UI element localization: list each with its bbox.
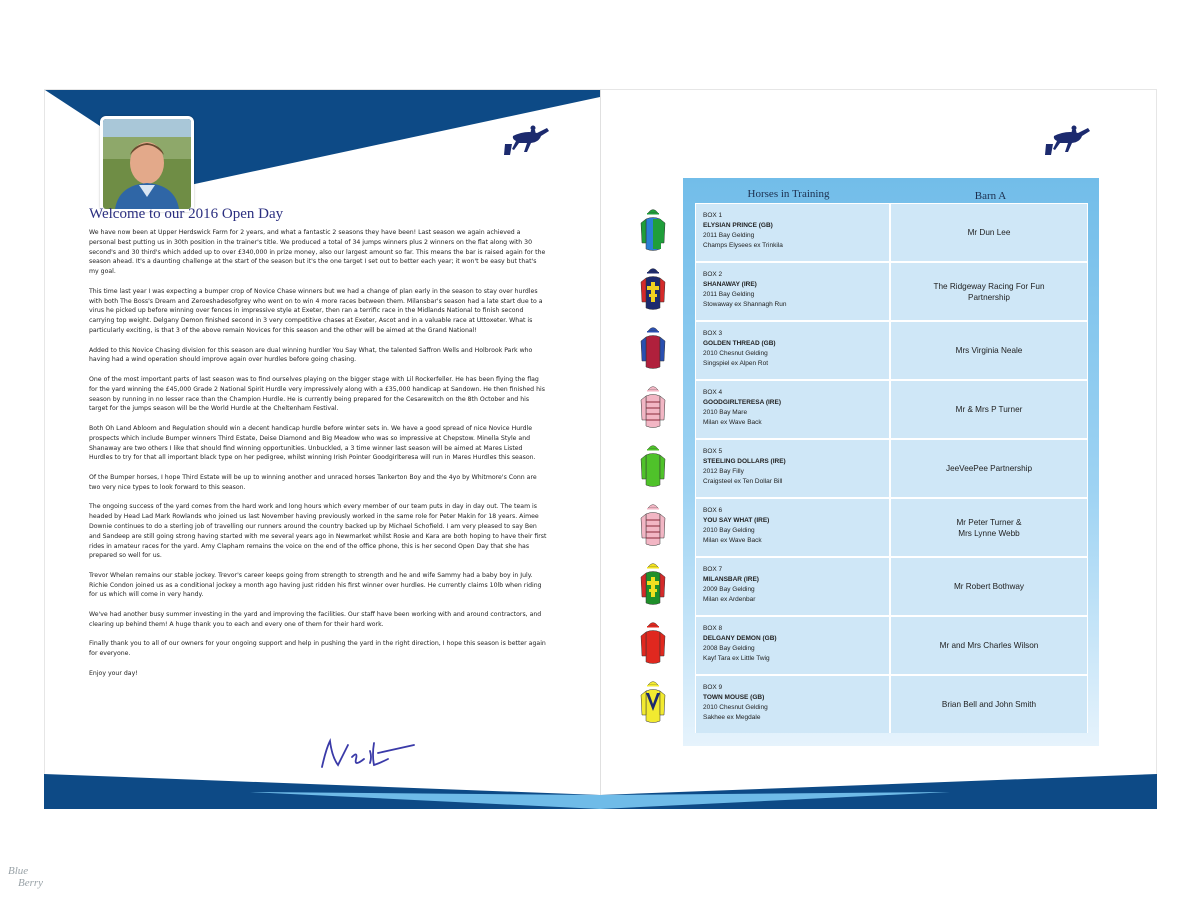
table-row: [695, 321, 1088, 380]
horse-breeding: Sakhee ex Megdale: [703, 714, 761, 721]
letter-paragraph: One of the most important parts of last season was to find ourselves playing on the bigger stage with Lil Rockerfeller. He has been flying the flag for the yard winning the £45,000 Grade 2 National Spirit Hurdle very impressively along with a £35,000 handicap at Sandown. He then finished his season by running in no lesser race than the Champion Hurdle. He is currently being prepared for the Cesarewitch on the 8th October and his target for the jumps season will be the World Hurdle at the Cheltenham Festival.: [89, 375, 545, 413]
letter-paragraph: We've had another busy summer investing in the yard and improving the facilities. Our staff have been working with and around contractors, and clearing up behind them! A huge thank you to each and every one of them for their hard work.: [89, 611, 542, 628]
jockey-silks-icon: [640, 618, 666, 666]
jockey-silks-icon: [640, 264, 666, 312]
table-row: [695, 675, 1088, 734]
header-horses-in-training: Horses in Training: [747, 188, 830, 200]
jockey-silks-icon: [640, 500, 666, 548]
box-number: BOX 8: [703, 625, 723, 632]
owner-cell: Brian Bell and John Smith: [891, 676, 1087, 733]
table-header: [683, 178, 1099, 202]
horse-breeding: Craigsteel ex Ten Dollar Bill: [703, 478, 783, 485]
header-barn: Barn A: [974, 190, 1007, 202]
handwritten-signature: [318, 737, 418, 771]
horse-name: GOODGIRLTERESA (IRE): [703, 399, 781, 406]
letter-paragraph: Trevor Whelan remains our stable jockey. Trevor's career keeps going from strength to strength and he and wife Sammy had a baby boy in July. Richie Condon joined us as a conditional jockey a month ago having just ridden his first winner over hurdles. He currently claims 10lb when riding for us which will come in very handy.: [89, 571, 542, 599]
horse-name: STEELING DOLLARS (IRE): [703, 458, 786, 465]
welcome-letter: [89, 228, 547, 688]
horse-info-cell: [696, 204, 889, 261]
box-number: BOX 5: [703, 448, 723, 455]
horse-info-cell: [696, 440, 889, 497]
horse-detail: 2011 Bay Gelding: [703, 291, 755, 298]
horse-detail: 2010 Chesnut Gelding: [703, 350, 768, 357]
owner-cell: Mr Peter Turner & Mrs Lynne Webb: [891, 499, 1087, 556]
svg-text:Berry: Berry: [18, 877, 44, 889]
jockey-silks-icon: [640, 677, 666, 725]
horse-jumping-logo-icon: [1044, 124, 1092, 156]
jockey-silks-icon: [640, 323, 666, 371]
box-number: BOX 9: [703, 684, 723, 691]
horses-in-training-table: [683, 178, 1099, 746]
horse-info-cell: [696, 499, 889, 556]
horse-detail: 2008 Bay Gelding: [703, 645, 755, 652]
box-number: BOX 4: [703, 389, 723, 396]
horse-name: GOLDEN THREAD (GB): [703, 340, 776, 347]
box-number: BOX 1: [703, 212, 723, 219]
horse-detail: 2010 Chesnut Gelding: [703, 704, 768, 711]
horse-breeding: Stowaway ex Shannagh Run: [703, 301, 787, 308]
letter-paragraph: This time last year I was expecting a bumper crop of Novice Chase winners but we had a change of plan early in the season to stay over hurdles with both The Boss's Dream and Zeroeshadesofgrey who went on to win 4 more races between them. Milansbar's season had a late start due to a virus he picked up before winning over fences in impressive style at Exeter, then ran a terrific race in the Midlands National to finish second carrying top weight. Delgany Demon finished second in 3 very competitive chases at Exeter, Ascot and in a valuable race at Uttoxeter. What is particularly exciting, is that 3 of the above remain Novices for this season and the other will be aimed at the Grand National!: [89, 287, 543, 334]
owner-cell: The Ridgeway Racing For Fun Partnership: [891, 263, 1087, 320]
horse-breeding: Singspiel ex Alpen Rot: [703, 360, 769, 367]
table-row: [695, 439, 1088, 498]
jockey-silks-icon: [640, 441, 666, 489]
box-number: BOX 3: [703, 330, 723, 337]
box-number: BOX 7: [703, 566, 723, 573]
table-body: [695, 203, 1088, 733]
letter-paragraph: Both Oh Land Abloom and Regulation should win a decent handicap hurdle before winter sets in. We have a good spread of nice Novice Hurdle prospects which include Bumper winners Third Estate, Deise Diamond and Big Meadow who was so impressive at Chepstow. Minella Style and Shanaway are two others I like that should find winning opportunities. Unbuckled, a 3 time winner last season will be aimed at Mares Listed Hurdles to try for that all important black type on her pedigree, whilst winning Irish Pointer Goodgirlteresa will run in Mares Hurdles this season.: [89, 424, 536, 462]
welcome-title: Welcome to our 2016 Open Day: [89, 206, 284, 222]
owner-cell: JeeVeePee Partnership: [891, 440, 1087, 497]
horse-breeding: Champs Elysees ex Trinkila: [703, 242, 783, 249]
letter-paragraph: We have now been at Upper Herdswick Farm for 2 years, and what a fantastic 2 seasons they have been! Last season we again achieved a personal best putting us in 30th position in the trainer's title. We produced a total of 34 jumps winners plus 2 winners on the flat along with 30 second's and 30 third's which added up to over £340,000 in prize money, also our largest amount so far. This means the bar is raised again for the season ahead. It's a daunting challenge at the start of the season but it's the one target I set out to better each year; it won't be easy but that's my goal.: [89, 229, 546, 276]
horse-name: DELGANY DEMON (GB): [703, 635, 777, 642]
horse-info-cell: [696, 617, 889, 674]
horse-name: SHANAWAY (IRE): [703, 281, 757, 288]
owner-cell: Mr & Mrs P Turner: [891, 381, 1087, 438]
letter-paragraph: Enjoy your day!: [89, 669, 138, 677]
horse-breeding: Milan ex Wave Back: [703, 537, 762, 544]
owner-cell: Mr Robert Bothway: [891, 558, 1087, 615]
horse-detail: 2009 Bay Gelding: [703, 586, 755, 593]
trainer-portrait: [100, 116, 194, 212]
horse-breeding: Milan ex Ardenbar: [703, 596, 756, 603]
horse-name: YOU SAY WHAT (IRE): [703, 517, 770, 524]
horse-info-cell: [696, 263, 889, 320]
box-number: BOX 6: [703, 507, 723, 514]
horse-detail: 2010 Bay Gelding: [703, 527, 755, 534]
owner-cell: Mr Dun Lee: [891, 204, 1087, 261]
letter-paragraph: The ongoing success of the yard comes from the hard work and long hours which every member of our team puts in day in day out. The team is headed by Head Lad Mark Rowlands who joined us last November having previously worked in the same role for Peter Makin for 18 years. Aimee Downie continues to do a sterling job of travelling our runners around the country backed up by Michael Schofield. I am very pleased to say Ben and Sandeep are still going strong having started with me several years ago in Newmarket whilst Rosie and Kara are both hoping to have their first rides in amateur races for the yard. Amy Clapham remains the voice on the end of the office phone, this is her second Open Day that she has prepared so well for us.: [89, 503, 547, 560]
horse-info-cell: [696, 381, 889, 438]
horse-breeding: Kayf Tara ex Little Twig: [703, 655, 770, 662]
horse-info-cell: [696, 676, 889, 733]
table-row: [695, 203, 1088, 262]
letter-paragraph: Of the Bumper horses, I hope Third Estate will be up to winning another and unraced horses Tankerton Boy and the 4yo by Whitmore's Conn are two very nice types to look forward to this season.: [89, 473, 537, 491]
letter-paragraph: Finally thank you to all of our owners for your ongoing support and help in pushing the yard in the right direction, I hope this season is better again for everyone.: [89, 640, 546, 658]
table-row: [695, 557, 1088, 616]
jockey-silks-icon: [640, 382, 666, 430]
table-row: [695, 262, 1088, 321]
horse-info-cell: [696, 322, 889, 379]
horse-detail: 2010 Bay Mare: [703, 409, 748, 416]
box-number: BOX 2: [703, 271, 723, 278]
table-row: [695, 616, 1088, 675]
horse-breeding: Milan ex Wave Back: [703, 419, 762, 426]
horse-name: MILANSBAR (IRE): [703, 576, 759, 583]
horse-jumping-logo-icon: [503, 124, 551, 156]
jockey-silks-icon: [640, 559, 666, 607]
owner-cell: Mrs Virginia Neale: [891, 322, 1087, 379]
horse-detail: 2012 Bay Filly: [703, 468, 744, 475]
owner-cell: Mr and Mrs Charles Wilson: [891, 617, 1087, 674]
jockey-silks-icon: [640, 205, 666, 253]
letter-paragraph: Added to this Novice Chasing division for this season are dual winning hurdler You Say What, the talented Saffron Wells and Holbrook Park who having had a wind operation should improve again over hurdles before going chasing.: [89, 346, 533, 364]
table-row: [695, 498, 1088, 557]
svg-text:Blue: Blue: [8, 865, 29, 877]
horse-detail: 2011 Bay Gelding: [703, 232, 755, 239]
horse-name: TOWN MOUSE (GB): [703, 694, 765, 701]
blueberry-brand-logo: [6, 862, 50, 892]
horse-info-cell: [696, 558, 889, 615]
horse-name: ELYSIAN PRINCE (GB): [703, 222, 773, 229]
table-row: [695, 380, 1088, 439]
